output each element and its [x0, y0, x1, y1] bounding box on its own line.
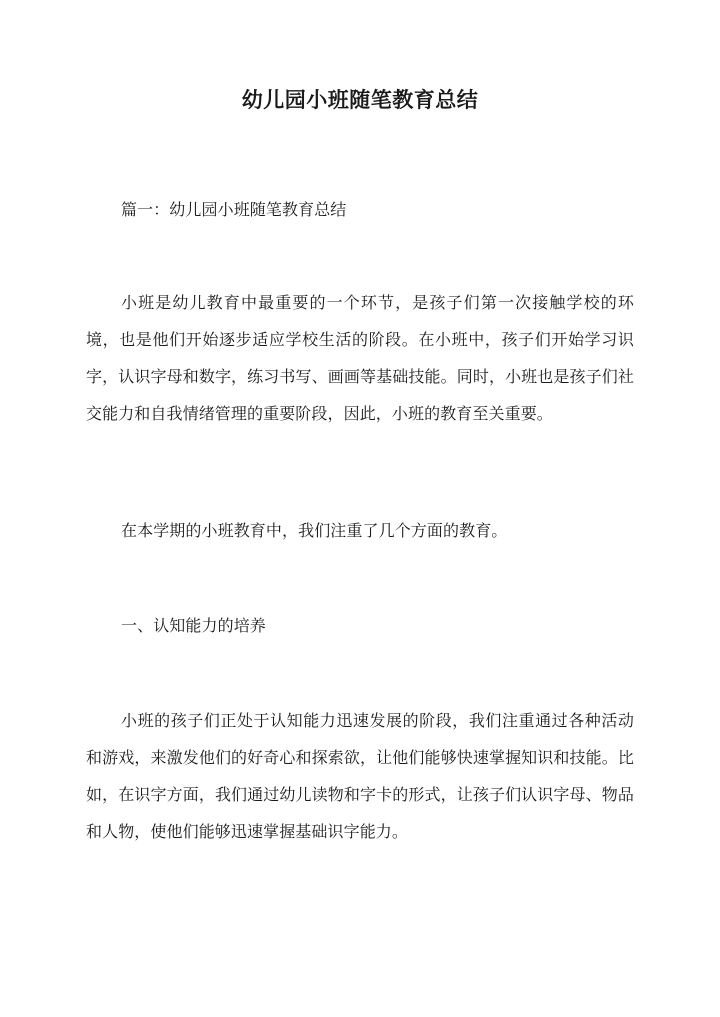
section-heading-cognitive: 一、认知能力的培养 — [121, 616, 266, 635]
document-title: 幼儿园小班随笔教育总结 — [241, 87, 479, 112]
section-body-cognitive: 小班的孩子们正处于认知能力迅速发展的阶段，我们注重通过各种活动和游戏，来激发他们的好奇心和探索欲，让他们能够快速掌握知识和技能。比如，在识字方面，我们通过幼儿读物和字卡的形式，让孩子们认识字母、物品和人物，使他们能够迅速掌握基础识字能力。 — [86, 711, 634, 841]
intro-paragraph: 小班是幼儿教育中最重要的一个环节，是孩子们第一次接触学校的环境，也是他们开始逐步适应学校生活的阶段。在小班中，孩子们开始学习识字，认识字母和数字，练习书写、画画等基础技能。同时，小班也是孩子们社交能力和自我情绪管理的重要阶段，因此，小班的教育至关重要。 — [86, 293, 634, 423]
article-subtitle: 篇一：幼儿园小班随笔教育总结 — [121, 200, 347, 219]
focus-paragraph: 在本学期的小班教育中，我们注重了几个方面的教育。 — [121, 521, 508, 540]
